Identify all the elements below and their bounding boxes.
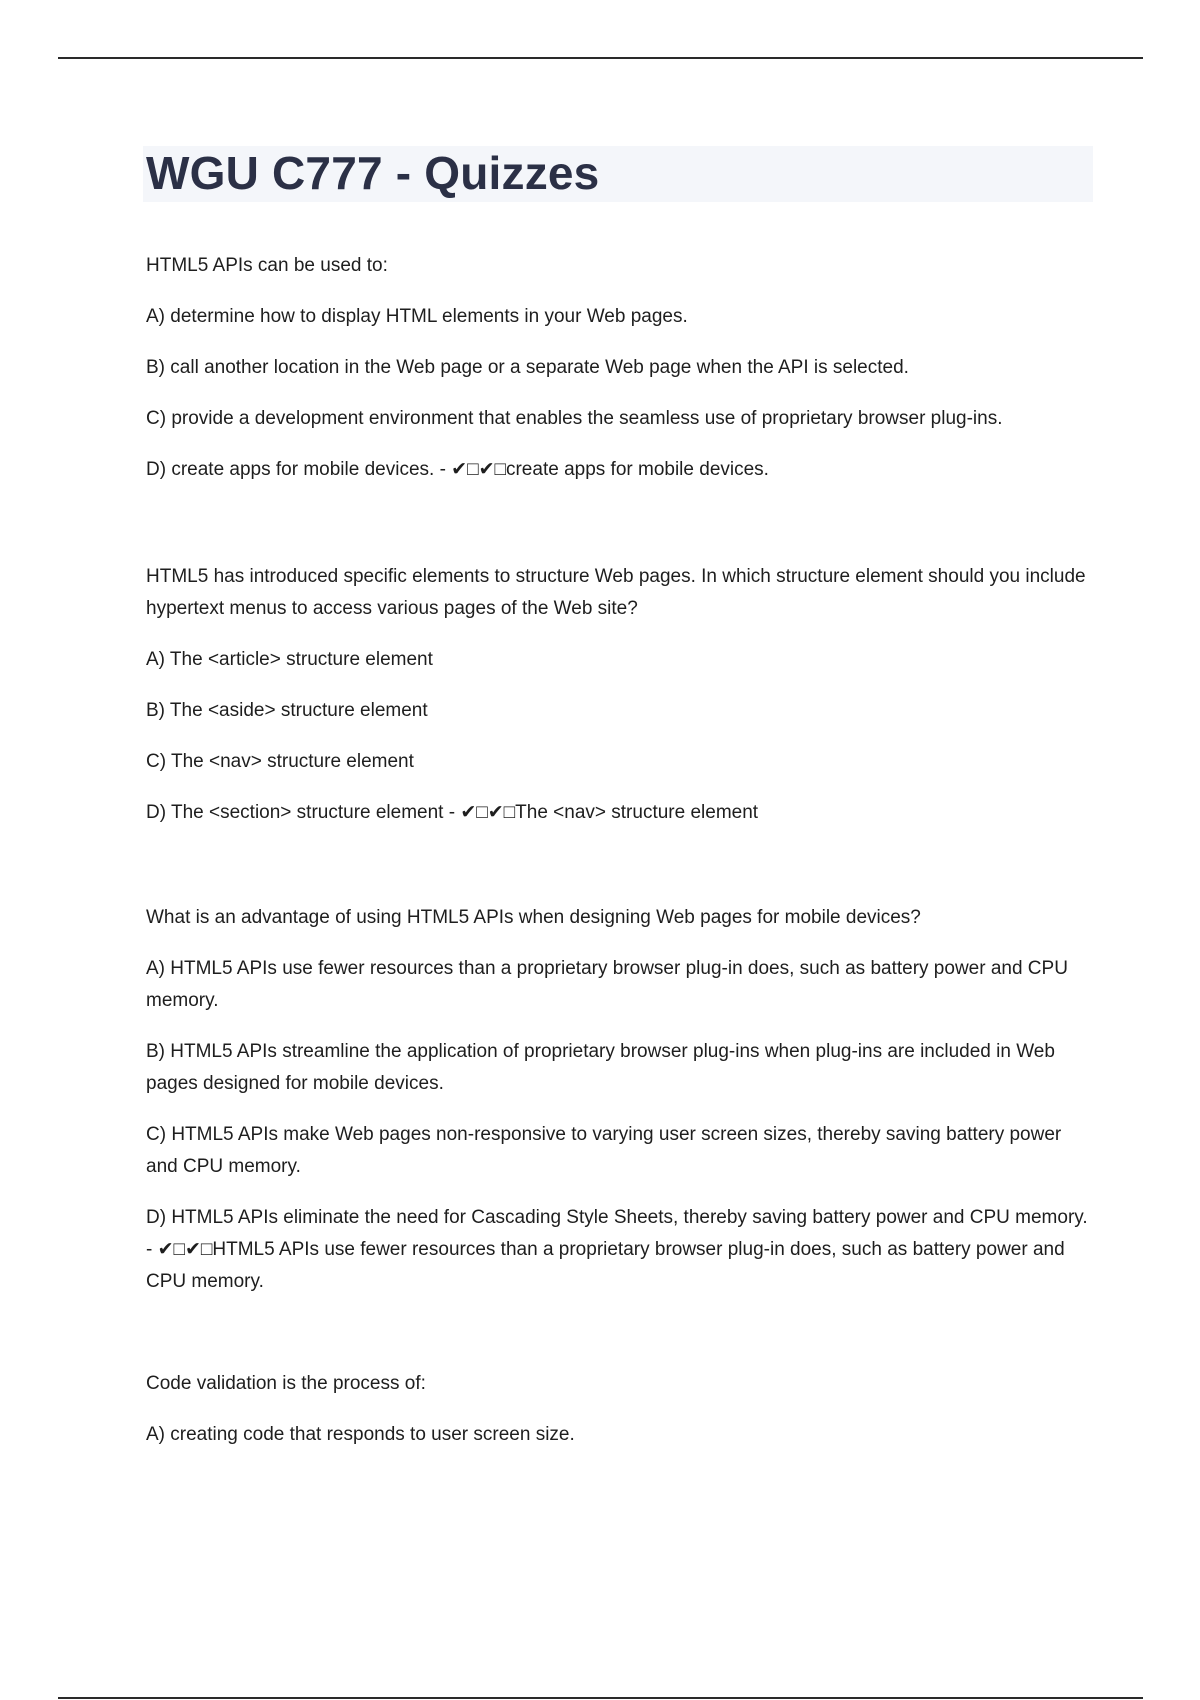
question-prompt: HTML5 APIs can be used to: [146,255,388,276]
answer-marker: - ✔□✔□ [434,459,506,480]
option-a: A) The <article> structure element [146,649,433,670]
option-d-with-answer [146,1202,1096,1298]
question-prompt: Code validation is the process of: [146,1373,426,1394]
option-a: A) creating code that responds to user screen size. [146,1424,575,1445]
option-c: C) HTML5 APIs make Web pages non-responsive to varying user screen sizes, thereby saving battery power and CPU memory. [146,1124,1062,1177]
question-block-3 [146,902,1096,1298]
header-rule [58,57,1143,59]
option-a: A) HTML5 APIs use fewer resources than a proprietary browser plug-in does, such as battery power and CPU memory. [146,958,1068,1011]
option-c: C) provide a development environment that enables the seamless use of proprietary browser plug-ins. [146,408,1003,429]
question-prompt: What is an advantage of using HTML5 APIs when designing Web pages for mobile devices? [146,907,921,928]
answer-text: The <nav> structure element [515,802,759,823]
option-d: D) HTML5 APIs eliminate the need for Cascading Style Sheets, thereby saving battery power and CPU memory. [146,1207,1088,1228]
option-c: C) The <nav> structure element [146,751,414,772]
option-d-with-answer [146,797,1096,829]
question-block-4 [146,1368,1096,1451]
answer-marker: - ✔□✔□ [146,1239,213,1260]
option-a: A) determine how to display HTML elements in your Web pages. [146,306,688,327]
option-d-with-answer [146,454,1096,486]
question-prompt: HTML5 has introduced specific elements to structure Web pages. In which structure element should you include hypertext menus to access various pages of the Web site? [146,566,1086,619]
answer-marker: - ✔□✔□ [443,802,516,823]
question-block-2 [146,561,1096,829]
footer-rule [58,1697,1143,1699]
question-block-1 [146,250,1096,486]
answer-text: create apps for mobile devices. [505,459,769,480]
option-b: B) HTML5 APIs streamline the application of proprietary browser plug-ins when plug-ins are included in Web pages designed for mobile devices. [146,1041,1055,1094]
document-title: WGU C777 - Quizzes [146,147,600,199]
option-d: D) The <section> structure element [146,802,444,823]
option-b: B) call another location in the Web page or a separate Web page when the API is selected. [146,357,909,378]
option-d: D) create apps for mobile devices. [146,459,435,480]
option-b: B) The <aside> structure element [146,700,428,721]
answer-text: HTML5 APIs use fewer resources than a proprietary browser plug-in does, such as battery power and CPU memory. [146,1239,1065,1292]
